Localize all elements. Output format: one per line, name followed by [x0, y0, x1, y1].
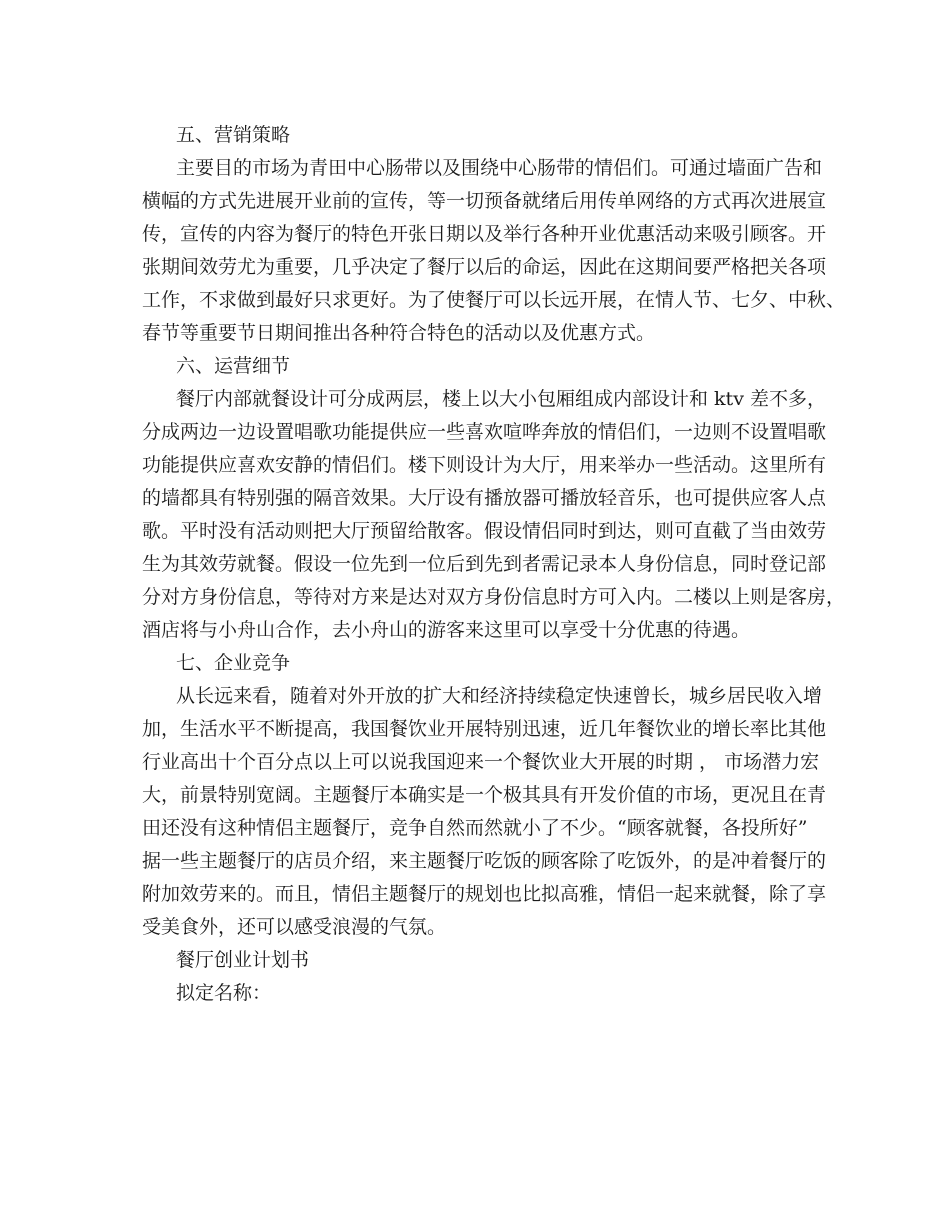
paragraph-line: 主要目的市场为青田中心肠带以及围绕中心肠带的情侣们。可通过墙面广告和: [176, 157, 823, 179]
paragraph-line: 大，前景特别宽阔。主题餐厅本确实是一个极其具有开发价值的市场，更况且在青: [142, 784, 827, 806]
paragraph-line: 受美食外，还可以感受浪漫的气氛。: [142, 916, 447, 938]
paragraph-line: 横幅的方式先进展开业前的宣传，等一切预备就绪后用传单网络的方式再次进展宣: [142, 190, 827, 212]
paragraph-line: 传，宣传的内容为餐厅的特色开张日期以及举行各种开业优惠活动来吸引顾客。开: [142, 223, 827, 245]
paragraph-line: 餐厅内部就餐设计可分成两层，楼上以大小包厢组成内部设计和 ktv 差不多，: [176, 388, 826, 410]
section-heading-operations: 六、运营细节: [176, 355, 291, 377]
paragraph-line: 分对方身份信息，等待对方来是达对双方身份信息时方可入内。二楼以上则是客房，: [142, 586, 846, 608]
paragraph-line: 张期间效劳尤为重要，几乎决定了餐厅以后的命运，因此在这期间要严格把关各项: [142, 256, 827, 278]
paragraph-line: 功能提供应喜欢安静的情侣们。楼下则设计为大厅，用来举办一些活动。这里所有: [142, 454, 827, 476]
plan-name-label: 拟定名称：: [176, 982, 272, 1004]
document-body: [142, 119, 846, 1010]
paragraph-line: 分成两边一边设置唱歌功能提供应一些喜欢喧哗奔放的情侣们，一边则不设置唱歌: [142, 421, 827, 443]
paragraph-line: 的墙都具有特别强的隔音效果。大厅设有播放器可播放轻音乐，也可提供应客人点: [142, 487, 827, 509]
plan-title: 餐厅创业计划书: [176, 949, 310, 971]
paragraph-line: 据一些主题餐厅的店员介绍，来主题餐厅吃饭的顾客除了吃饭外，的是冲着餐厅的: [142, 850, 827, 872]
paragraph-line: 酒店将与小舟山合作，去小舟山的游客来这里可以享受十分优惠的待遇。: [142, 619, 751, 641]
paragraph-line: 歌。平时没有活动则把大厅预留给散客。假设情侣同时到达，则可直截了当由效劳: [142, 520, 827, 542]
paragraph-line: 春节等重要节日期间推出各种符合特色的活动以及优惠方式。: [142, 322, 656, 344]
paragraph-line: 生为其效劳就餐。假设一位先到一位后到先到者需记录本人身份信息，同时登记部: [142, 553, 827, 575]
paragraph-line: 行业高出十个百分点以上可以说我国迎来一个餐饮业大开展的时期 ， 市场潜力宏: [142, 751, 820, 773]
paragraph-line: 加，生活水平不断提高，我国餐饮业开展特别迅速，近几年餐饮业的增长率比其他: [142, 718, 827, 740]
paragraph-line: 田还没有这种情侣主题餐厅，竞争自然而然就小了不少。“顾客就餐，各投所好”: [142, 817, 808, 839]
paragraph-line: 工作，不求做到最好只求更好。为了使餐厅可以长远开展，在情人节、七夕、中秋、: [142, 289, 846, 311]
section-heading-marketing: 五、营销策略: [176, 124, 291, 146]
paragraph-line: 从长远来看，随着对外开放的扩大和经济持续稳定快速曾长，城乡居民收入增: [176, 685, 823, 707]
section-heading-competition: 七、企业竞争: [176, 652, 291, 674]
paragraph-line: 附加效劳来的。而且，情侣主题餐厅的规划也比拟高雅，情侣一起来就餐，除了享: [142, 883, 827, 905]
